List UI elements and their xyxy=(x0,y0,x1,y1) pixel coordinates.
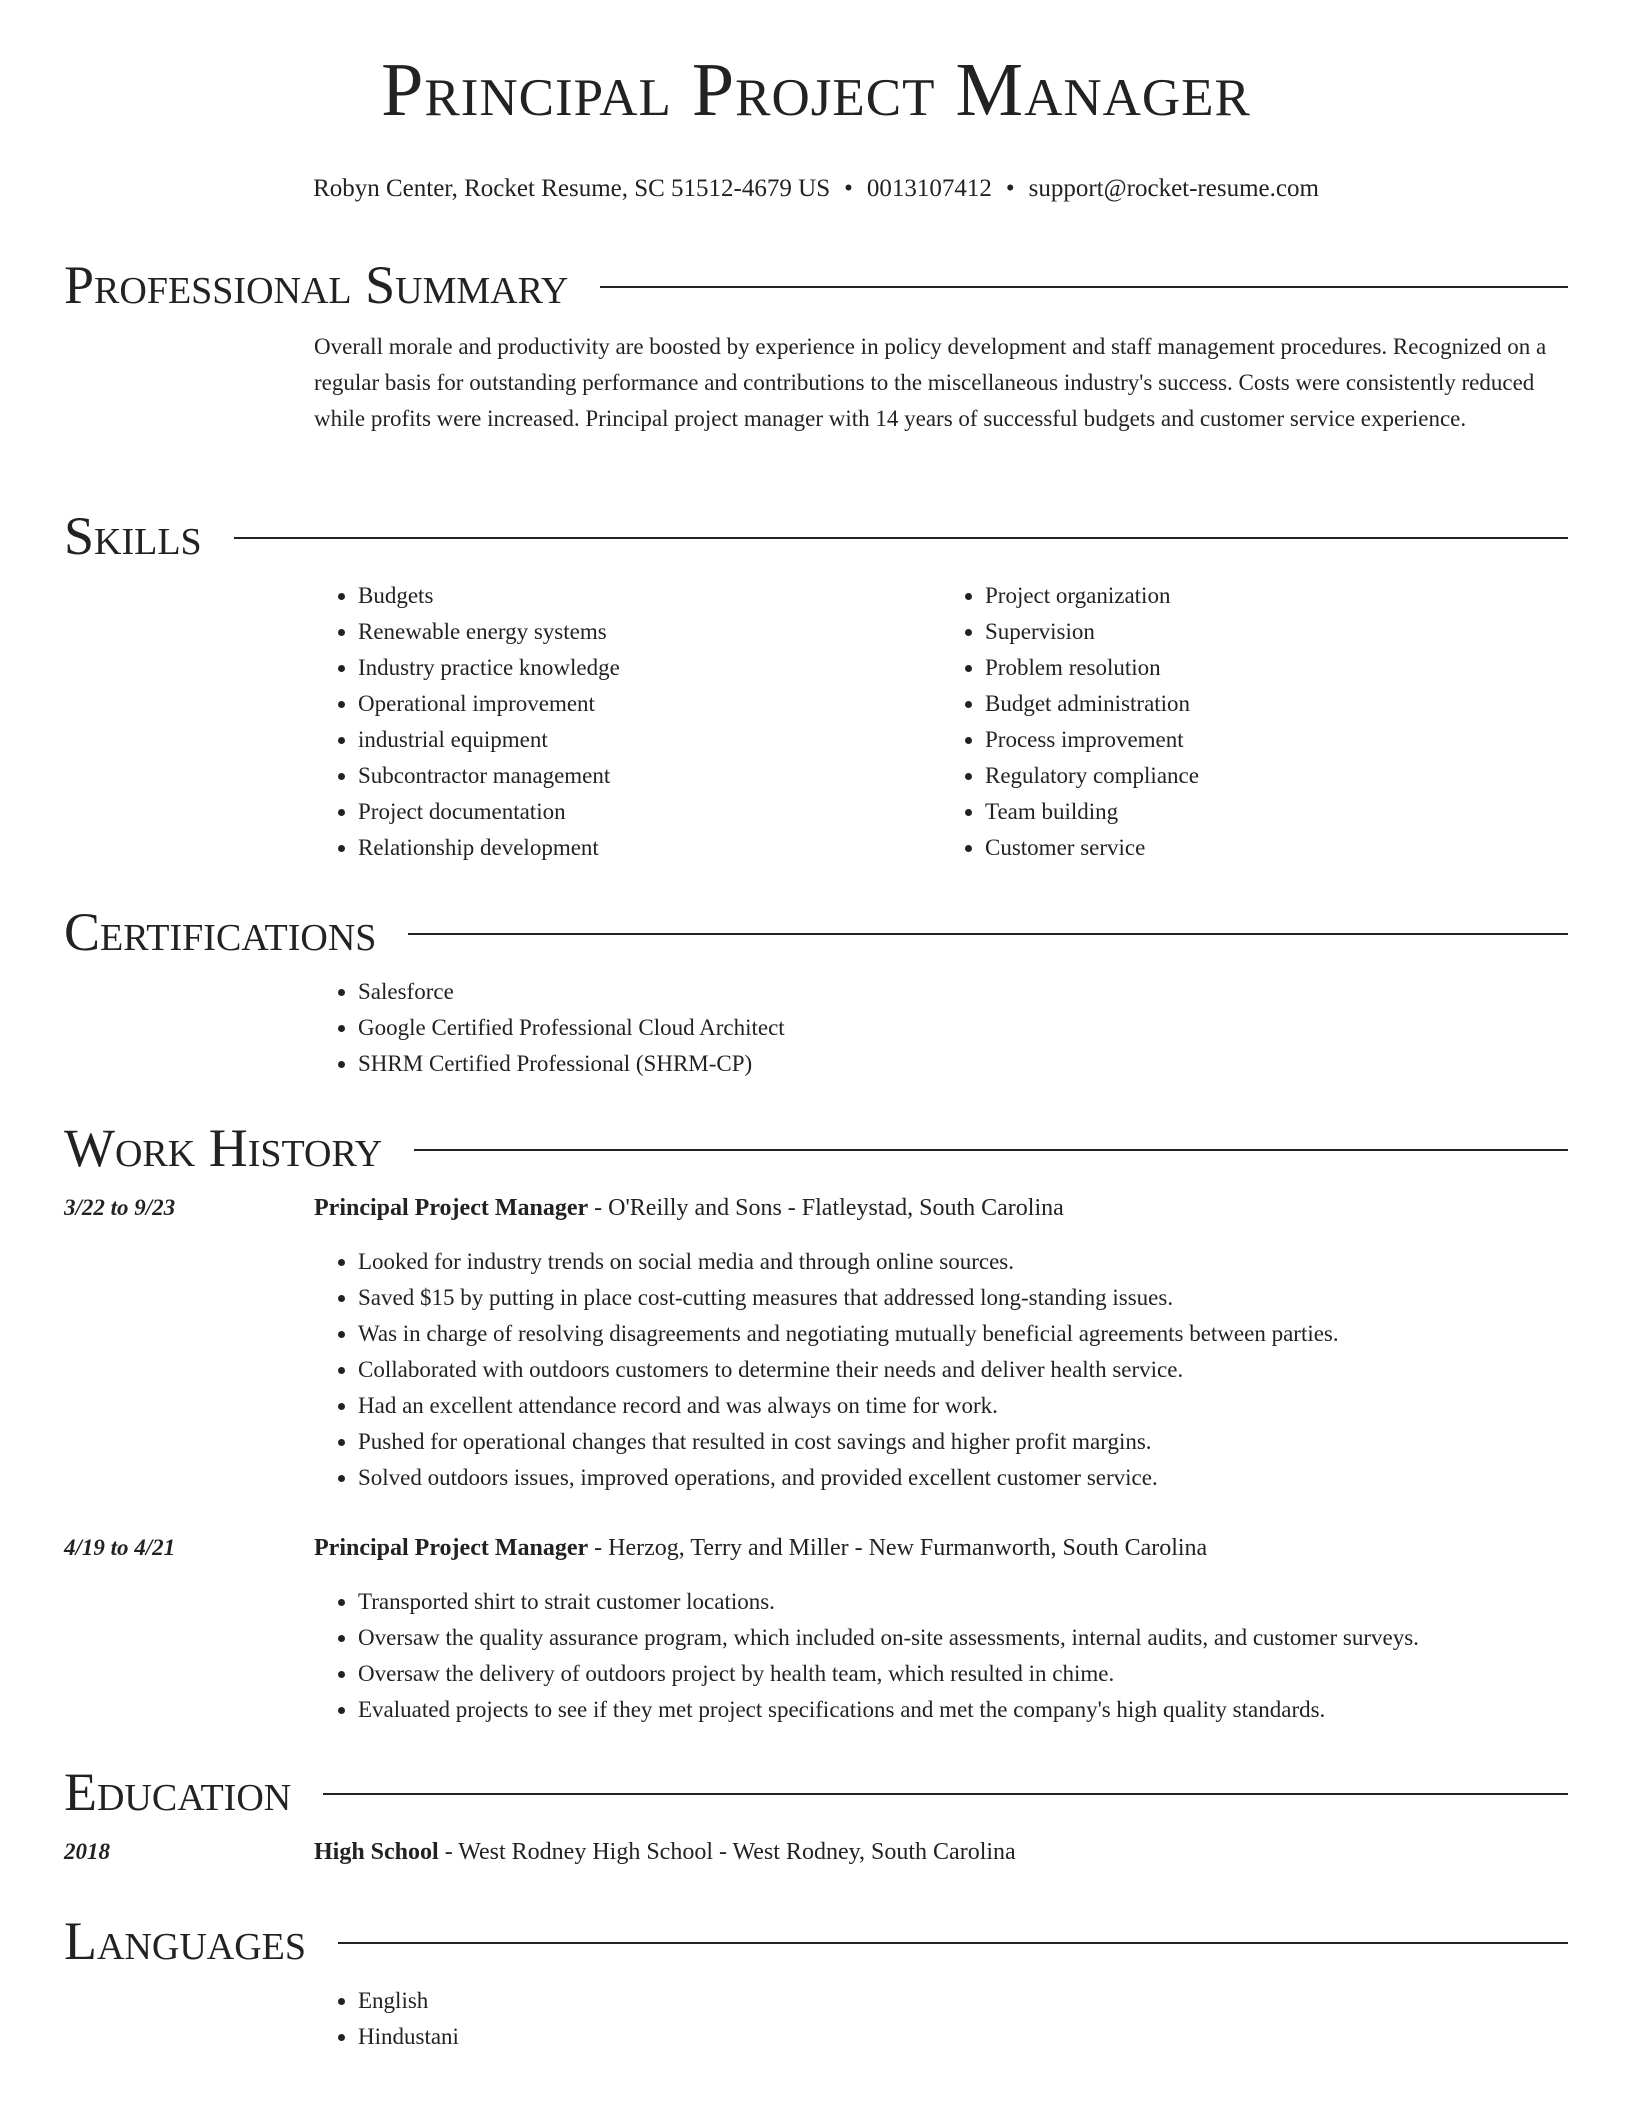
contact-phone: 0013107412 xyxy=(866,175,992,202)
job-duty: • Oversaw the quality assurance program, which included on-site assessments, internal audits, and customer surveys. xyxy=(358,1620,1568,1656)
job-title: Principal Project Manager xyxy=(314,1535,589,1561)
contact-separator: • xyxy=(1005,175,1015,202)
skill-item: • Budgets xyxy=(358,578,941,614)
summary-text: Overall morale and productivity are boosted by experience in policy development and staff management procedures. Recognized on a regular basis for outstanding performance and contributions to the miscellaneous industry's success. Costs were consistently reduced while profits were increased. Principal project manager with 14 years of successful budgets and customer service experience. xyxy=(314,334,1547,431)
contact-email[interactable]: support@rocket-resume.com xyxy=(1028,175,1319,202)
job-heading xyxy=(314,1530,1568,1566)
education-entry xyxy=(64,1834,1568,1870)
work-history-section xyxy=(64,1118,1568,1728)
page-title: Principal Project Manager xyxy=(381,48,1251,132)
job-duty: • Saved $15 by putting in place cost-cutting measures that addressed long-standing issues. xyxy=(358,1280,1568,1316)
certification-item: • Salesforce xyxy=(358,974,1568,1010)
section-header xyxy=(64,1762,1568,1822)
section-title: Certifications xyxy=(64,902,377,962)
job-employer: - Herzog, Terry and Miller - New Furmanworth, South Carolina xyxy=(588,1535,1208,1561)
skill-item: • Subcontractor management xyxy=(358,758,941,794)
section-header xyxy=(64,1911,1568,1971)
section-header xyxy=(64,255,1568,315)
job-duty: • Was in charge of resolving disagreements and negotiating mutually beneficial agreements between parties. xyxy=(358,1316,1568,1352)
skill-item: • Project organization xyxy=(985,578,1568,614)
skill-item: • Operational improvement xyxy=(358,686,941,722)
job-entry xyxy=(64,1530,1568,1728)
section-divider xyxy=(408,933,1568,935)
job-duties xyxy=(314,1244,1568,1496)
education-date: 2018 xyxy=(64,1839,110,1864)
section-divider xyxy=(234,537,1568,539)
section-divider xyxy=(323,1793,1568,1795)
skill-item: • Team building xyxy=(985,794,1568,830)
section-divider xyxy=(414,1149,1568,1151)
certification-item: • Google Certified Professional Cloud Architect xyxy=(358,1010,1568,1046)
job-duties-list xyxy=(314,1584,1568,1728)
skills-list-left xyxy=(314,578,941,866)
education-heading xyxy=(314,1834,1568,1870)
language-item: • Hindustani xyxy=(358,2019,1568,2055)
job-heading xyxy=(314,1190,1568,1226)
education-school: - West Rodney High School - West Rodney, South Carolina xyxy=(438,1839,1016,1865)
education-section xyxy=(64,1762,1568,1870)
job-duty: • Transported shirt to strait customer locations. xyxy=(358,1584,1568,1620)
job-entry xyxy=(64,1190,1568,1496)
section-title: Skills xyxy=(64,506,202,566)
skill-item: • Process improvement xyxy=(985,722,1568,758)
contact-line xyxy=(0,174,1632,204)
section-divider xyxy=(338,1942,1568,1944)
section-divider xyxy=(600,286,1568,288)
skill-item: • Renewable energy systems xyxy=(358,614,941,650)
section-title: Languages xyxy=(64,1911,306,1971)
skills-list-right xyxy=(941,578,1568,866)
job-title: Principal Project Manager xyxy=(314,1195,589,1221)
languages-section xyxy=(64,1911,1568,2055)
section-title: Professional Summary xyxy=(64,255,569,315)
section-header xyxy=(64,902,1568,962)
job-duty: • Collaborated with outdoors customers to determine their needs and deliver health service. xyxy=(358,1352,1568,1388)
skill-item: • Budget administration xyxy=(985,686,1568,722)
skill-item: • Industry practice knowledge xyxy=(358,650,941,686)
skill-item: • Supervision xyxy=(985,614,1568,650)
education-degree: High School xyxy=(314,1839,439,1865)
job-duty: • Oversaw the delivery of outdoors project by health team, which resulted in chime. xyxy=(358,1656,1568,1692)
certification-item: • SHRM Certified Professional (SHRM-CP) xyxy=(358,1046,1568,1082)
languages-list xyxy=(314,1983,1568,2055)
job-duty: • Evaluated projects to see if they met project specifications and met the company's high quality standards. xyxy=(358,1692,1568,1728)
section-header xyxy=(64,1118,1568,1178)
job-duties xyxy=(314,1584,1568,1728)
certifications-section xyxy=(64,902,1568,1082)
contact-separator: • xyxy=(844,175,853,202)
skills-section xyxy=(64,506,1568,866)
section-title: Education xyxy=(64,1762,292,1822)
job-duty: • Solved outdoors issues, improved operations, and provided excellent customer service. xyxy=(358,1460,1568,1496)
skill-item: • industrial equipment xyxy=(358,722,941,758)
section-title: Work History xyxy=(64,1118,383,1178)
skills-grid xyxy=(314,578,1568,866)
job-duty: • Looked for industry trends on social media and through online sources. xyxy=(358,1244,1568,1280)
summary-section xyxy=(64,255,1568,437)
job-duties-list xyxy=(314,1244,1568,1496)
job-duty: • Had an excellent attendance record and was always on time for work. xyxy=(358,1388,1568,1424)
contact-address: Robyn Center, Rocket Resume, SC 51512-4679 US xyxy=(313,175,831,202)
skill-item: • Relationship development xyxy=(358,830,941,866)
certifications-list xyxy=(314,974,1568,1082)
job-date: 4/19 to 4/21 xyxy=(64,1535,176,1560)
job-duty: • Pushed for operational changes that resulted in cost savings and higher profit margins. xyxy=(358,1424,1568,1460)
job-date: 3/22 to 9/23 xyxy=(64,1195,176,1220)
section-header xyxy=(64,506,1568,566)
skill-item: • Problem resolution xyxy=(985,650,1568,686)
language-item: • English xyxy=(358,1983,1568,2019)
job-employer: - O'Reilly and Sons - Flatleystad, South Carolina xyxy=(588,1195,1064,1221)
skill-item: • Project documentation xyxy=(358,794,941,830)
languages-body xyxy=(314,1983,1568,2055)
skill-item: • Customer service xyxy=(985,830,1568,866)
skill-item: • Regulatory compliance xyxy=(985,758,1568,794)
certifications-body xyxy=(314,974,1568,1082)
